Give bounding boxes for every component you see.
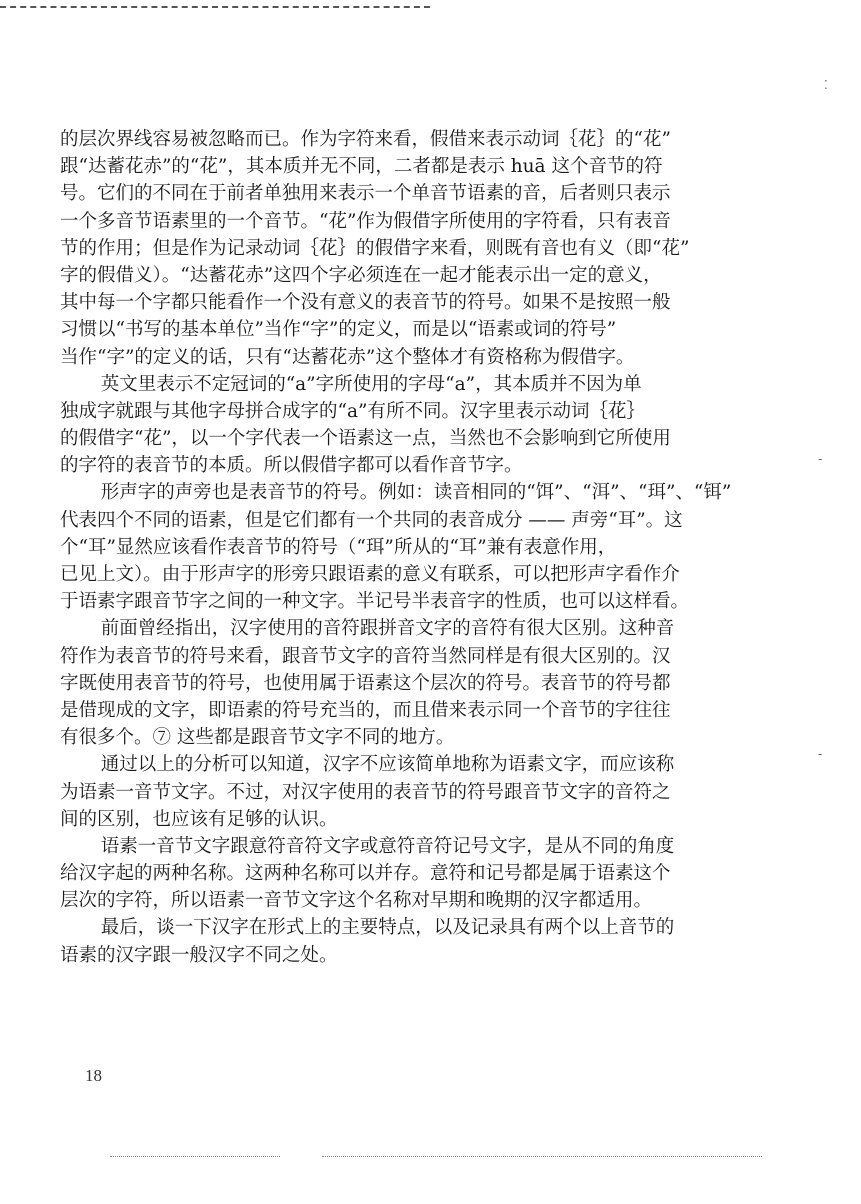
text-line: 的字符的表音节的本质。所以假借字都可以看作音节字。 <box>60 455 523 477</box>
margin-mark: ⁚ <box>824 78 828 92</box>
text-line: 一个多音节语素里的一个音节。“花”作为假借字所使用的字符看，只有表音 <box>60 210 671 232</box>
paragraph <box>60 479 770 615</box>
margin-mark: ‑ <box>818 452 823 466</box>
bottom-scan-line <box>110 1156 280 1157</box>
text-line: 形声字的声旁也是表音节的符号。例如：读音相同的“饵”、“洱”、“珥”、“铒” <box>100 482 732 504</box>
text-line: 个“耳”显然应该看作表音节的符号（“珥”所从的“耳”兼有表意作用， <box>60 536 617 558</box>
paragraph <box>60 914 770 968</box>
page-number: 18 <box>85 1066 102 1085</box>
text-line: 英文里表示不定冠词的“a”字所使用的字母“a”，其本质并不因为单 <box>100 373 642 395</box>
paragraph <box>60 126 770 371</box>
page-body-text <box>60 126 770 969</box>
text-line: 有很多个。⑦ 这些都是跟音节文字不同的地方。 <box>60 727 455 749</box>
text-line: 已见上文）。由于形声字的形旁只跟语素的意义有联系，可以把形声字看作介 <box>60 564 680 585</box>
text-line: 其中每一个字都只能看作一个没有意义的表音节的符号。如果不是按照一般 <box>60 292 671 314</box>
text-line: 通过以上的分析可以知道，汉字不应该简单地称为语素文字，而应该称 <box>100 754 675 776</box>
paragraph <box>60 751 770 833</box>
text-line: 节的作用；但是作为记录动词｛花｝的假借字来看，则既有音也有义（即“花” <box>60 237 690 259</box>
text-line: 号。它们的不同在于前者单独用来表示一个单音节语素的音，后者则只表示 <box>60 183 671 205</box>
text-line: 的层次界线容易被忽略而已。作为字符来看，假借来表示动词｛花｝的“花” <box>60 129 671 150</box>
text-line: 语素一音节文字跟意符音符文字或意符音符记号文字，是从不同的角度 <box>100 835 675 857</box>
text-line: 层次的字符，所以语素一音节文字这个名称对早期和晚期的汉字都适用。 <box>60 890 653 912</box>
text-line: 最后，谈一下汉字在形式上的主要特点，以及记录具有两个以上音节的 <box>100 917 675 939</box>
text-line: 符作为表音节的符号来看，跟音节文字的音符当然同样是有很大区别的。汉 <box>60 645 671 667</box>
text-line: 代表四个不同的语素，但是它们都有一个共同的表音成分 —— 声旁“耳”。这 <box>60 509 683 531</box>
text-line: 的假借字“花”，以一个字代表一个语素这一点，当然也不会影响到它所使用 <box>60 428 671 450</box>
bottom-scan-line <box>322 1156 762 1157</box>
text-line: 字的假借义）。“达蓄花赤”这四个字必须连在一起才能表示出一定的意义， <box>60 264 662 286</box>
text-line: 独成字就跟与其他字母拼合成字的“a”有所不同。汉字里表示动词｛花｝ <box>60 400 645 422</box>
text-line: 字既使用表音节的符号，也使用属于语素这个层次的符号。表音节的符号都 <box>60 672 671 694</box>
text-line: 语素的汉字跟一般汉字不同之处。 <box>60 944 338 966</box>
text-line: 给汉字起的两种名称。这两种名称可以并存。意符和记号都是属于语素这个 <box>60 863 671 885</box>
text-line: 习惯以“书写的基本单位”当作“字”的定义，而是以“语素或词的符号” <box>60 319 617 341</box>
text-line: 前面曾经指出，汉字使用的音符跟拼音文字的音符有很大区别。这种音 <box>100 618 675 640</box>
text-line: 为语素一音节文字。不过，对汉字使用的表音节的符号跟音节文字的音符之 <box>60 781 671 803</box>
text-line: 于语素字跟音节字之间的一种文字。半记号半表音字的性质，也可以这样看。 <box>60 591 690 613</box>
text-line: 跟“达蓄花赤”的“花”，其本质并无不同，二者都是表示 huā 这个音节的符 <box>60 156 663 178</box>
text-line: 是借现成的文字，即语素的符号充当的，而且借来表示同一个音节的字往往 <box>60 699 671 721</box>
paragraph <box>60 371 770 480</box>
text-line: 间的区别，也应该有足够的认识。 <box>60 808 338 830</box>
paragraph <box>60 615 770 751</box>
text-line: 当作“字”的定义的话，只有“达蓄花赤”这个整体才有资格称为假借字。 <box>60 346 635 368</box>
margin-mark: ‑ <box>818 747 823 761</box>
top-dashed-rule <box>0 6 430 8</box>
paragraph <box>60 833 770 915</box>
